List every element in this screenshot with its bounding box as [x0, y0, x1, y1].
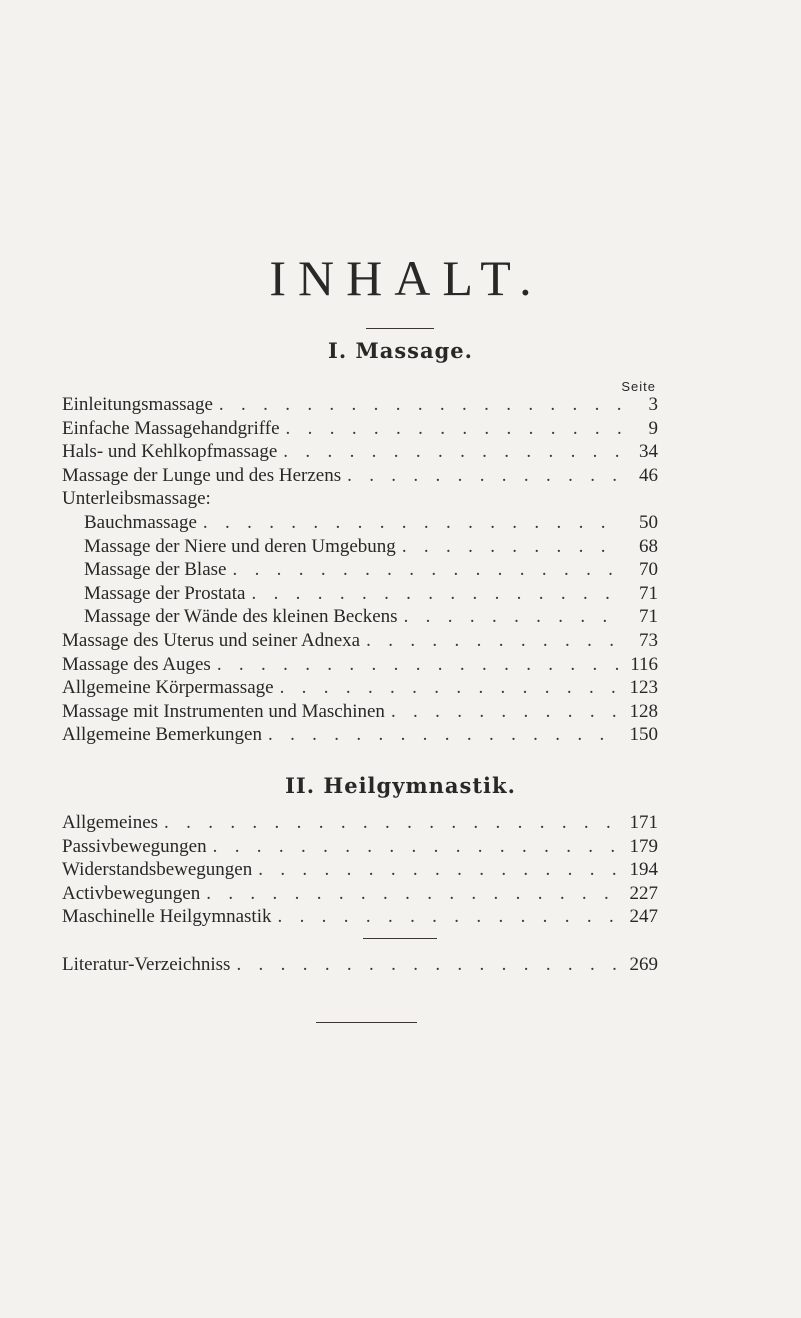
toc-entry[interactable]	[62, 535, 658, 559]
toc-entry-page: 71	[639, 582, 658, 604]
toc-entry-label: Einfache Massagehandgriffe	[62, 417, 280, 439]
page-title: INHALT.	[269, 250, 544, 306]
toc-entry-page: 123	[629, 677, 658, 699]
dot-leader	[206, 882, 622, 906]
toc-entry-page: 171	[629, 812, 658, 833]
section-divider	[363, 938, 437, 939]
toc-entry-label: Massage der Wände des kleinen Beckens	[84, 606, 398, 628]
dot-leader	[268, 723, 622, 747]
toc-entry-label: Literatur-Verzeichniss	[62, 954, 231, 975]
toc-entry[interactable]	[62, 723, 658, 747]
dot-leader	[277, 905, 622, 929]
toc-entry-page: 179	[629, 835, 658, 857]
toc-entry[interactable]	[62, 417, 658, 441]
toc-entry-label: Allgemeines	[62, 812, 159, 833]
toc-entry[interactable]	[62, 629, 658, 653]
toc-entry-page: 128	[629, 700, 658, 722]
toc-entry[interactable]	[62, 653, 658, 677]
toc-entry-label: Einleitungsmassage	[62, 394, 213, 415]
toc-entry-page: 34	[639, 441, 658, 463]
toc-entry-label: Massage mit Instrumenten und Maschinen	[62, 700, 385, 722]
toc-entry-label: Maschinelle Heilgymnastik	[62, 906, 272, 928]
toc-entry-label: Massage des Uterus und seiner Adnexa	[62, 629, 361, 651]
toc-entry[interactable]	[62, 605, 658, 629]
dot-leader	[366, 629, 622, 653]
toc-entry[interactable]	[62, 676, 658, 700]
toc-entry-page: 9	[648, 417, 658, 439]
dot-leader	[280, 676, 622, 700]
dot-leader	[402, 535, 622, 559]
toc-entry-label: Massage der Blase	[84, 559, 227, 581]
toc-entry-page: 71	[639, 606, 658, 628]
section-heading-heilgymnastik: II. Heilgymnastik.	[285, 773, 516, 798]
toc-entry-label: Allgemeine Körpermassage	[62, 677, 274, 699]
toc-closing	[62, 953, 658, 977]
dot-leader	[347, 464, 622, 488]
toc-entry-page: 269	[629, 954, 658, 975]
toc-entry-literatur[interactable]	[62, 953, 658, 977]
toc-section-massage	[62, 393, 658, 747]
toc-entry-label: Bauchmassage	[84, 511, 197, 533]
title-divider	[366, 328, 434, 329]
dot-leader	[203, 511, 622, 535]
toc-entry-page: 70	[639, 559, 658, 581]
dot-leader	[164, 811, 622, 835]
dot-leader	[251, 582, 622, 606]
toc-entry-label: Hals- und Kehlkopfmassage	[62, 441, 278, 463]
toc-entry-label: Massage der Lunge und des Herzens	[62, 464, 342, 486]
page-column-label: Seite	[621, 379, 656, 394]
toc-entry-page: 46	[639, 464, 658, 486]
toc-entry-label: Allgemeine Bemerkungen	[62, 724, 262, 746]
toc-section-heilgymnastik	[62, 811, 658, 929]
dot-leader	[217, 653, 622, 677]
toc-entry[interactable]	[62, 511, 658, 535]
toc-entry[interactable]	[62, 700, 658, 724]
toc-entry-page: 247	[629, 906, 658, 928]
toc-entry-label: Activbewegungen	[62, 882, 201, 904]
toc-subheading	[62, 487, 658, 511]
section-heading-massage: I. Massage.	[328, 338, 473, 363]
dot-leader	[219, 393, 622, 417]
dot-leader	[283, 440, 622, 464]
toc-entry[interactable]	[62, 440, 658, 464]
toc-entry[interactable]	[62, 835, 658, 859]
toc-entry-label: Unterleibsmassage:	[62, 488, 211, 510]
dot-leader	[258, 858, 622, 882]
end-rule	[316, 1022, 417, 1023]
toc-entry-label: Massage des Auges	[62, 653, 211, 675]
dot-leader	[404, 605, 622, 629]
dot-leader	[286, 417, 622, 441]
dot-leader	[236, 953, 622, 977]
toc-entry[interactable]	[62, 905, 658, 929]
toc-entry[interactable]	[62, 858, 658, 882]
dot-leader	[391, 700, 622, 724]
toc-entry-page: 227	[629, 882, 658, 904]
toc-entry[interactable]	[62, 464, 658, 488]
dot-leader	[213, 835, 622, 859]
toc-entry[interactable]	[62, 558, 658, 582]
toc-entry[interactable]	[62, 882, 658, 906]
toc-entry-label: Massage der Niere und deren Umgebung	[84, 535, 396, 557]
toc-entry[interactable]	[62, 393, 658, 417]
dot-leader	[232, 558, 622, 582]
toc-entry-page: 116	[630, 653, 658, 675]
toc-entry-label: Passivbewegungen	[62, 835, 207, 857]
toc-entry-page: 68	[639, 535, 658, 557]
toc-entry[interactable]	[62, 582, 658, 606]
toc-entry-page: 50	[639, 511, 658, 533]
toc-entry-page: 73	[639, 629, 658, 651]
toc-entry-label: Widerstandsbewegungen	[62, 859, 253, 881]
toc-entry-page: 150	[629, 724, 658, 746]
toc-entry[interactable]	[62, 811, 658, 835]
toc-entry-page: 194	[629, 859, 658, 881]
toc-entry-label: Massage der Prostata	[84, 582, 246, 604]
toc-entry-page: 3	[648, 394, 658, 415]
